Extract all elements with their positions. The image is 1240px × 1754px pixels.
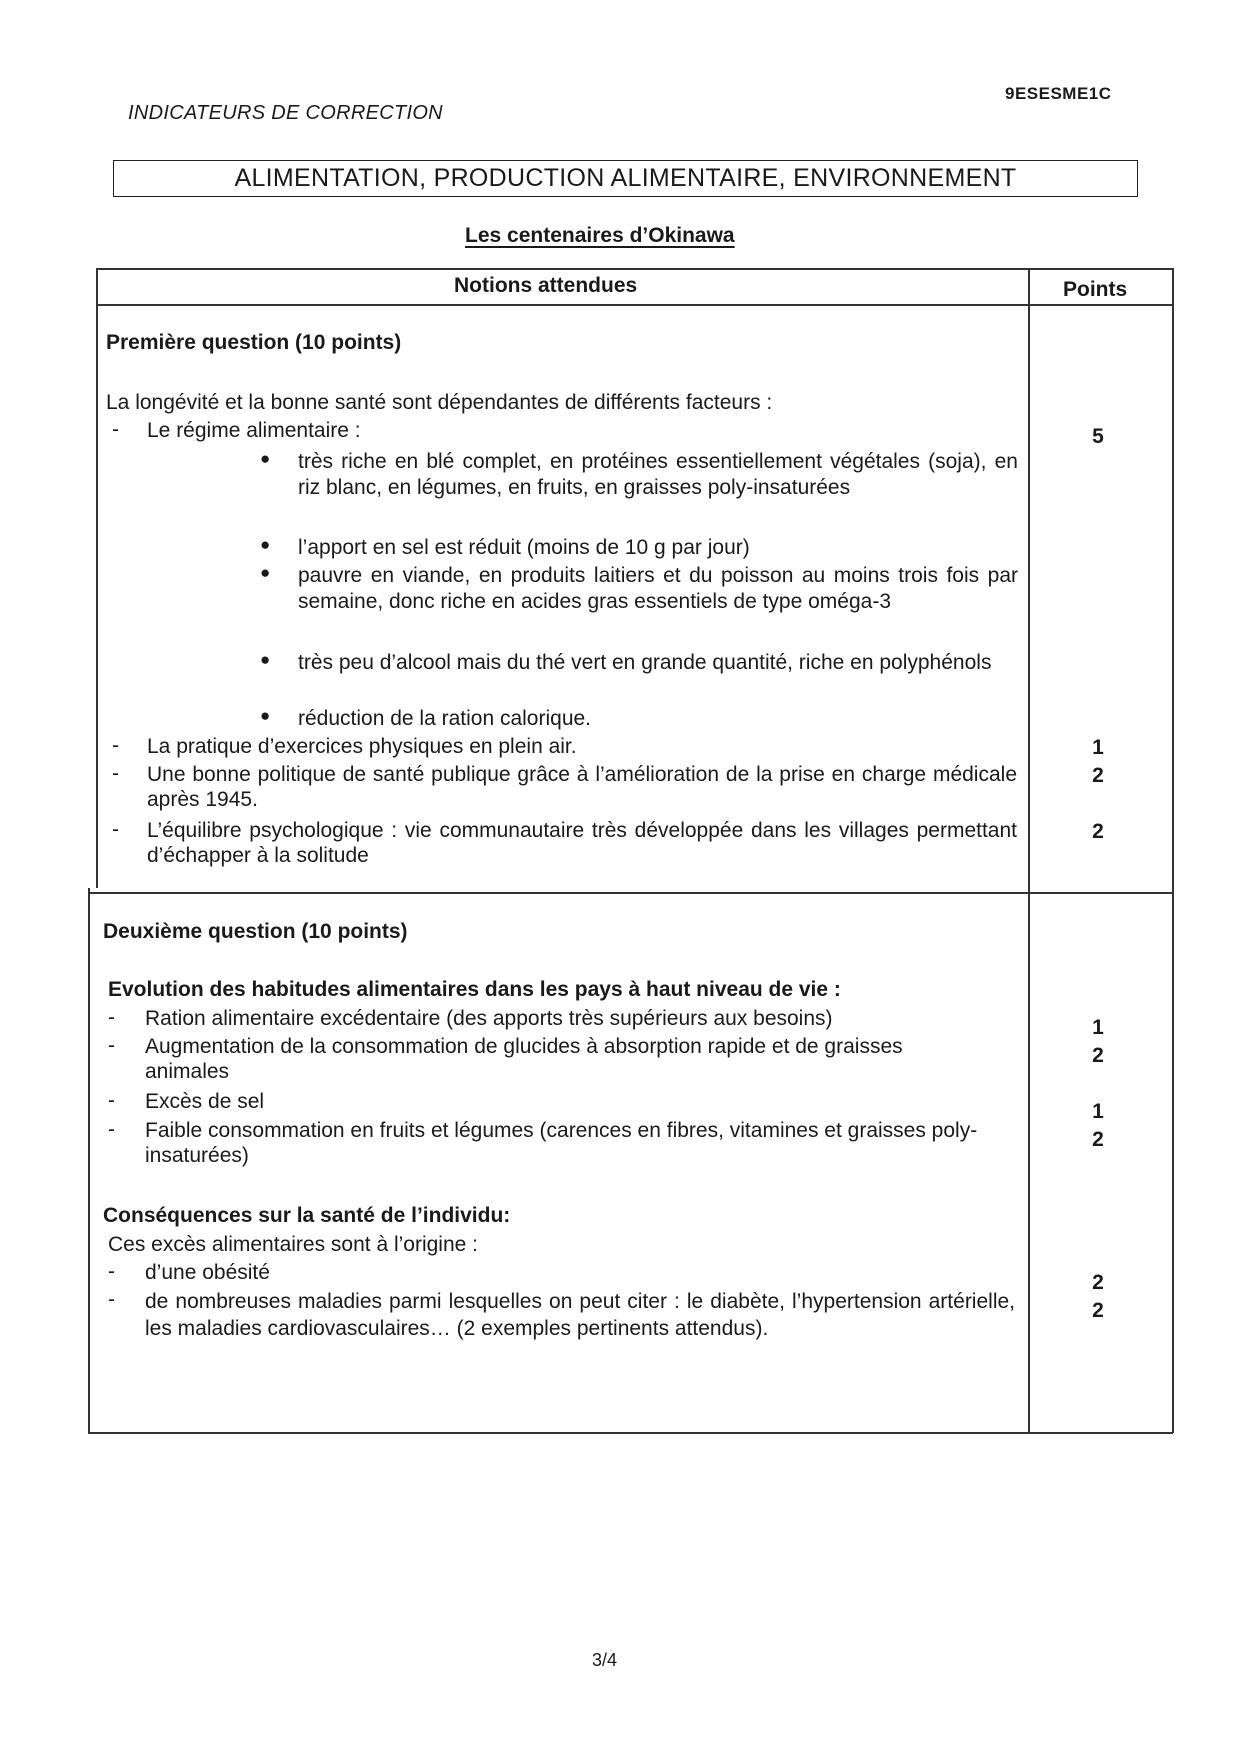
dash-marker: -: [108, 1288, 115, 1311]
q2-section1: Evolution des habitudes alimentaires dans les pays à haut niveau de vie :: [108, 978, 841, 1001]
col-notions-header: Notions attendues: [454, 274, 638, 297]
q1-item2-points: 1: [1092, 736, 1104, 759]
bullet-marker: ●: [260, 650, 271, 669]
table-right-border: [1172, 268, 1174, 1433]
q1-item3-points: 2: [1092, 764, 1104, 787]
dash-marker: -: [108, 1118, 115, 1141]
dash-marker: -: [112, 418, 119, 441]
q1-item1: Le régime alimentaire :: [147, 419, 361, 442]
q2-s1-item3-points: 1: [1092, 1100, 1104, 1123]
dash-marker: -: [108, 1034, 115, 1057]
dash-marker: -: [112, 818, 119, 841]
bullet-marker: ●: [260, 535, 271, 554]
q1-sub3: pauvre en viande, en produits laitiers et du poisson au moins trois fois par semaine, donc riche en acides gras essentiels de type oméga-3: [298, 564, 1018, 613]
q1-item3: Une bonne politique de santé publique grâce à l’amélioration de la prise en charge médicale après 1945.: [147, 763, 1017, 811]
q2-section2: Conséquences sur la santé de l’individu:: [103, 1204, 511, 1227]
q2-s1-item1: Ration alimentaire excédentaire (des apports très supérieurs aux besoins): [145, 1007, 833, 1030]
table-mid-border: [1028, 268, 1030, 1433]
document-code: 9ESESME1C: [1005, 84, 1112, 103]
table-left-border-lower: [88, 888, 90, 1433]
q2-s2-item2: de nombreuses maladies parmi lesquelles on peut citer : le diabète, l’hypertension artérielle, les maladies cardiovasculaires… (2 exemples pertinents attendus).: [145, 1290, 1015, 1340]
table-left-border: [96, 268, 98, 888]
q2-s1-item3: Excès de sel: [145, 1090, 265, 1113]
q1-item2: La pratique d’exercices physiques en plein air.: [147, 735, 577, 758]
q1-intro: La longévité et la bonne santé sont dépendantes de différents facteurs :: [106, 391, 773, 414]
main-title: ALIMENTATION, PRODUCTION ALIMENTAIRE, ENVIRONNEMENT: [113, 160, 1138, 197]
table-row-divider: [88, 892, 1173, 894]
bullet-marker: ●: [260, 706, 271, 725]
q1-sub5: réduction de la ration calorique.: [298, 707, 592, 730]
bullet-marker: ●: [260, 563, 271, 582]
q2-s1-item4-points: 2: [1092, 1128, 1104, 1151]
table-bottom-border: [88, 1432, 1173, 1434]
dash-marker: -: [108, 1006, 115, 1029]
table-top-border: [96, 268, 1174, 270]
q1-sub1: très riche en blé complet, en protéines essentiellement végétales (soja), en riz blanc, en légumes, en fruits, en graisses poly-insaturées: [298, 450, 1018, 499]
q2-s2-intro: Ces excès alimentaires sont à l’origine :: [108, 1233, 479, 1256]
q2-s2-item2-points: 2: [1092, 1299, 1104, 1322]
dash-marker: -: [112, 762, 119, 785]
q1-title: Première question (10 points): [106, 331, 402, 354]
q2-s1-item1-points: 1: [1092, 1016, 1104, 1039]
table-header-divider: [96, 304, 1174, 306]
subtitle: Les centenaires d’Okinawa: [465, 224, 735, 247]
q2-s2-item1: d’une obésité: [145, 1261, 270, 1284]
q2-s1-item2-points: 2: [1092, 1044, 1104, 1067]
q2-s1-item4: Faible consommation en fruits et légumes (carences en fibres, vitamines et graisses poly-insaturées): [145, 1119, 978, 1167]
dash-marker: -: [108, 1089, 115, 1112]
q2-s2-item1-points: 2: [1092, 1271, 1104, 1294]
col-points-header: Points: [1063, 278, 1128, 301]
page-number: 3/4: [592, 1650, 618, 1670]
q1-item1-points: 5: [1092, 425, 1104, 448]
q2-s1-item2: Augmentation de la consommation de glucides à absorption rapide et de graisses animales: [145, 1035, 903, 1083]
header-label: INDICATEURS DE CORRECTION: [128, 102, 443, 124]
q1-sub4: très peu d’alcool mais du thé vert en grande quantité, riche en polyphénols: [298, 651, 992, 674]
q1-sub2: l’apport en sel est réduit (moins de 10 g par jour): [298, 536, 750, 559]
q1-item4: L’équilibre psychologique : vie communautaire très développée dans les villages permettant d’échapper à la solitude: [147, 819, 1017, 867]
dash-marker: -: [112, 734, 119, 757]
q1-item4-points: 2: [1092, 820, 1104, 843]
q2-title: Deuxième question (10 points): [103, 920, 408, 943]
bullet-marker: ●: [260, 449, 271, 468]
dash-marker: -: [108, 1260, 115, 1283]
